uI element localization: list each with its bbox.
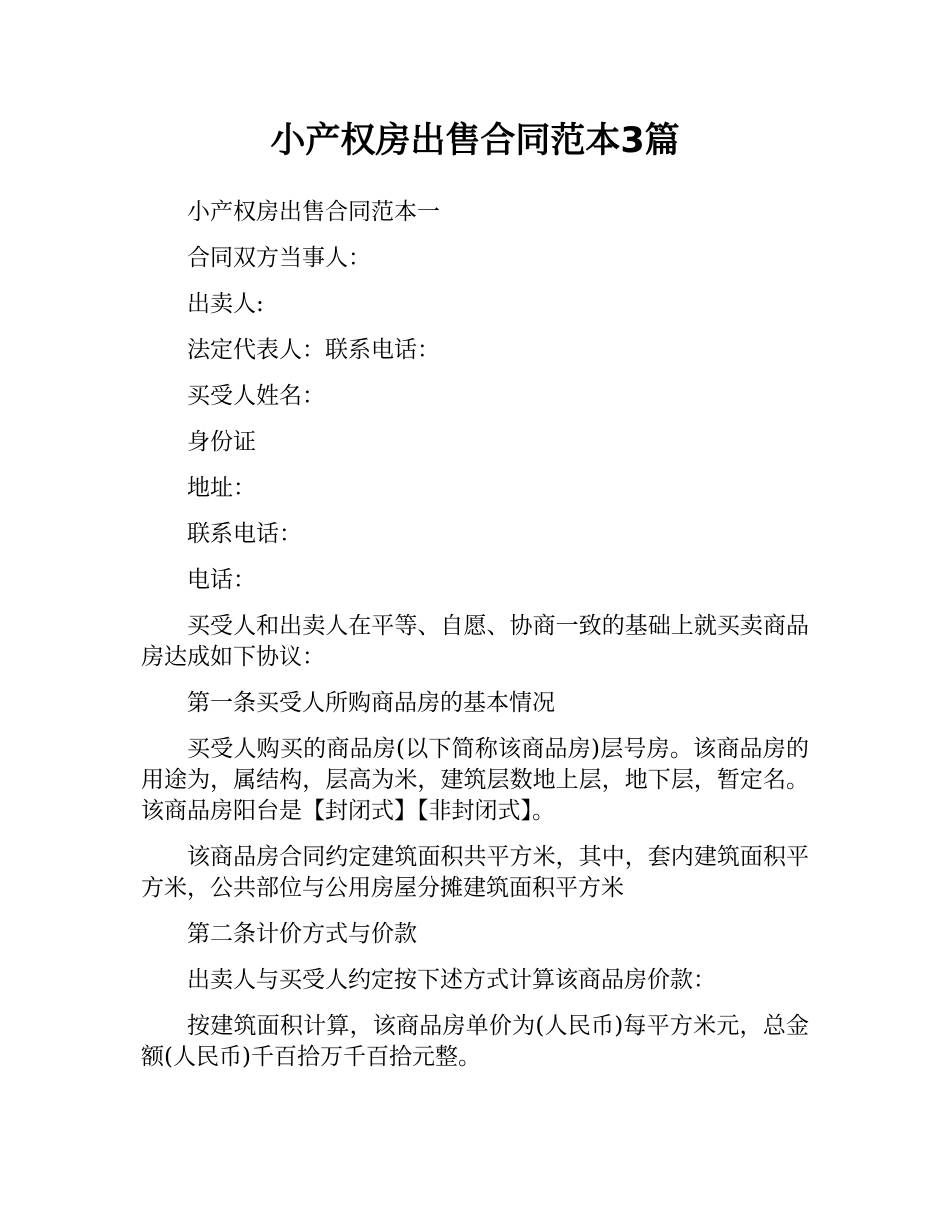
- article-1-heading: 第一条买受人所购商品房的基本情况: [187, 690, 555, 716]
- legal-representative-field: 法定代表人：联系电话：: [187, 337, 440, 363]
- address-field: 地址：: [187, 475, 256, 501]
- parties-label: 合同双方当事人：: [187, 245, 371, 271]
- document-body: [141, 197, 809, 1088]
- phone-field: 电话：: [187, 567, 256, 593]
- document-title: 小产权房出售合同范本3篇: [270, 121, 680, 161]
- price-paragraph: 按建筑面积计算，该商品房单价为(人民币)每平方米元，总金额(人民币)千百拾万千百拾元整。: [141, 1013, 809, 1070]
- area-paragraph: 该商品房合同约定建筑面积共平方米，其中，套内建筑面积平方米，公共部位与公用房屋分摊建筑面积平方米: [141, 844, 809, 901]
- buyer-name-field: 买受人姓名：: [187, 383, 325, 409]
- seller-field: 出卖人:: [187, 291, 264, 317]
- id-card-field: 身份证: [187, 429, 256, 455]
- article-2-heading: 第二条计价方式与价款: [187, 921, 417, 947]
- section-heading: 小产权房出售合同范本一: [187, 199, 440, 225]
- agreement-paragraph: 买受人和出卖人在平等、自愿、协商一致的基础上就买卖商品房达成如下协议：: [141, 613, 809, 670]
- pricing-method-paragraph: 出卖人与买受人约定按下述方式计算该商品房价款：: [187, 967, 716, 993]
- contact-phone-field: 联系电话：: [187, 521, 302, 547]
- property-description-paragraph: 买受人购买的商品房(以下简称该商品房)层号房。该商品房的用途为，属结构，层高为米，建筑层数地上层，地下层，暂定名。该商品房阳台是【封闭式】【非封闭式】。: [141, 736, 809, 824]
